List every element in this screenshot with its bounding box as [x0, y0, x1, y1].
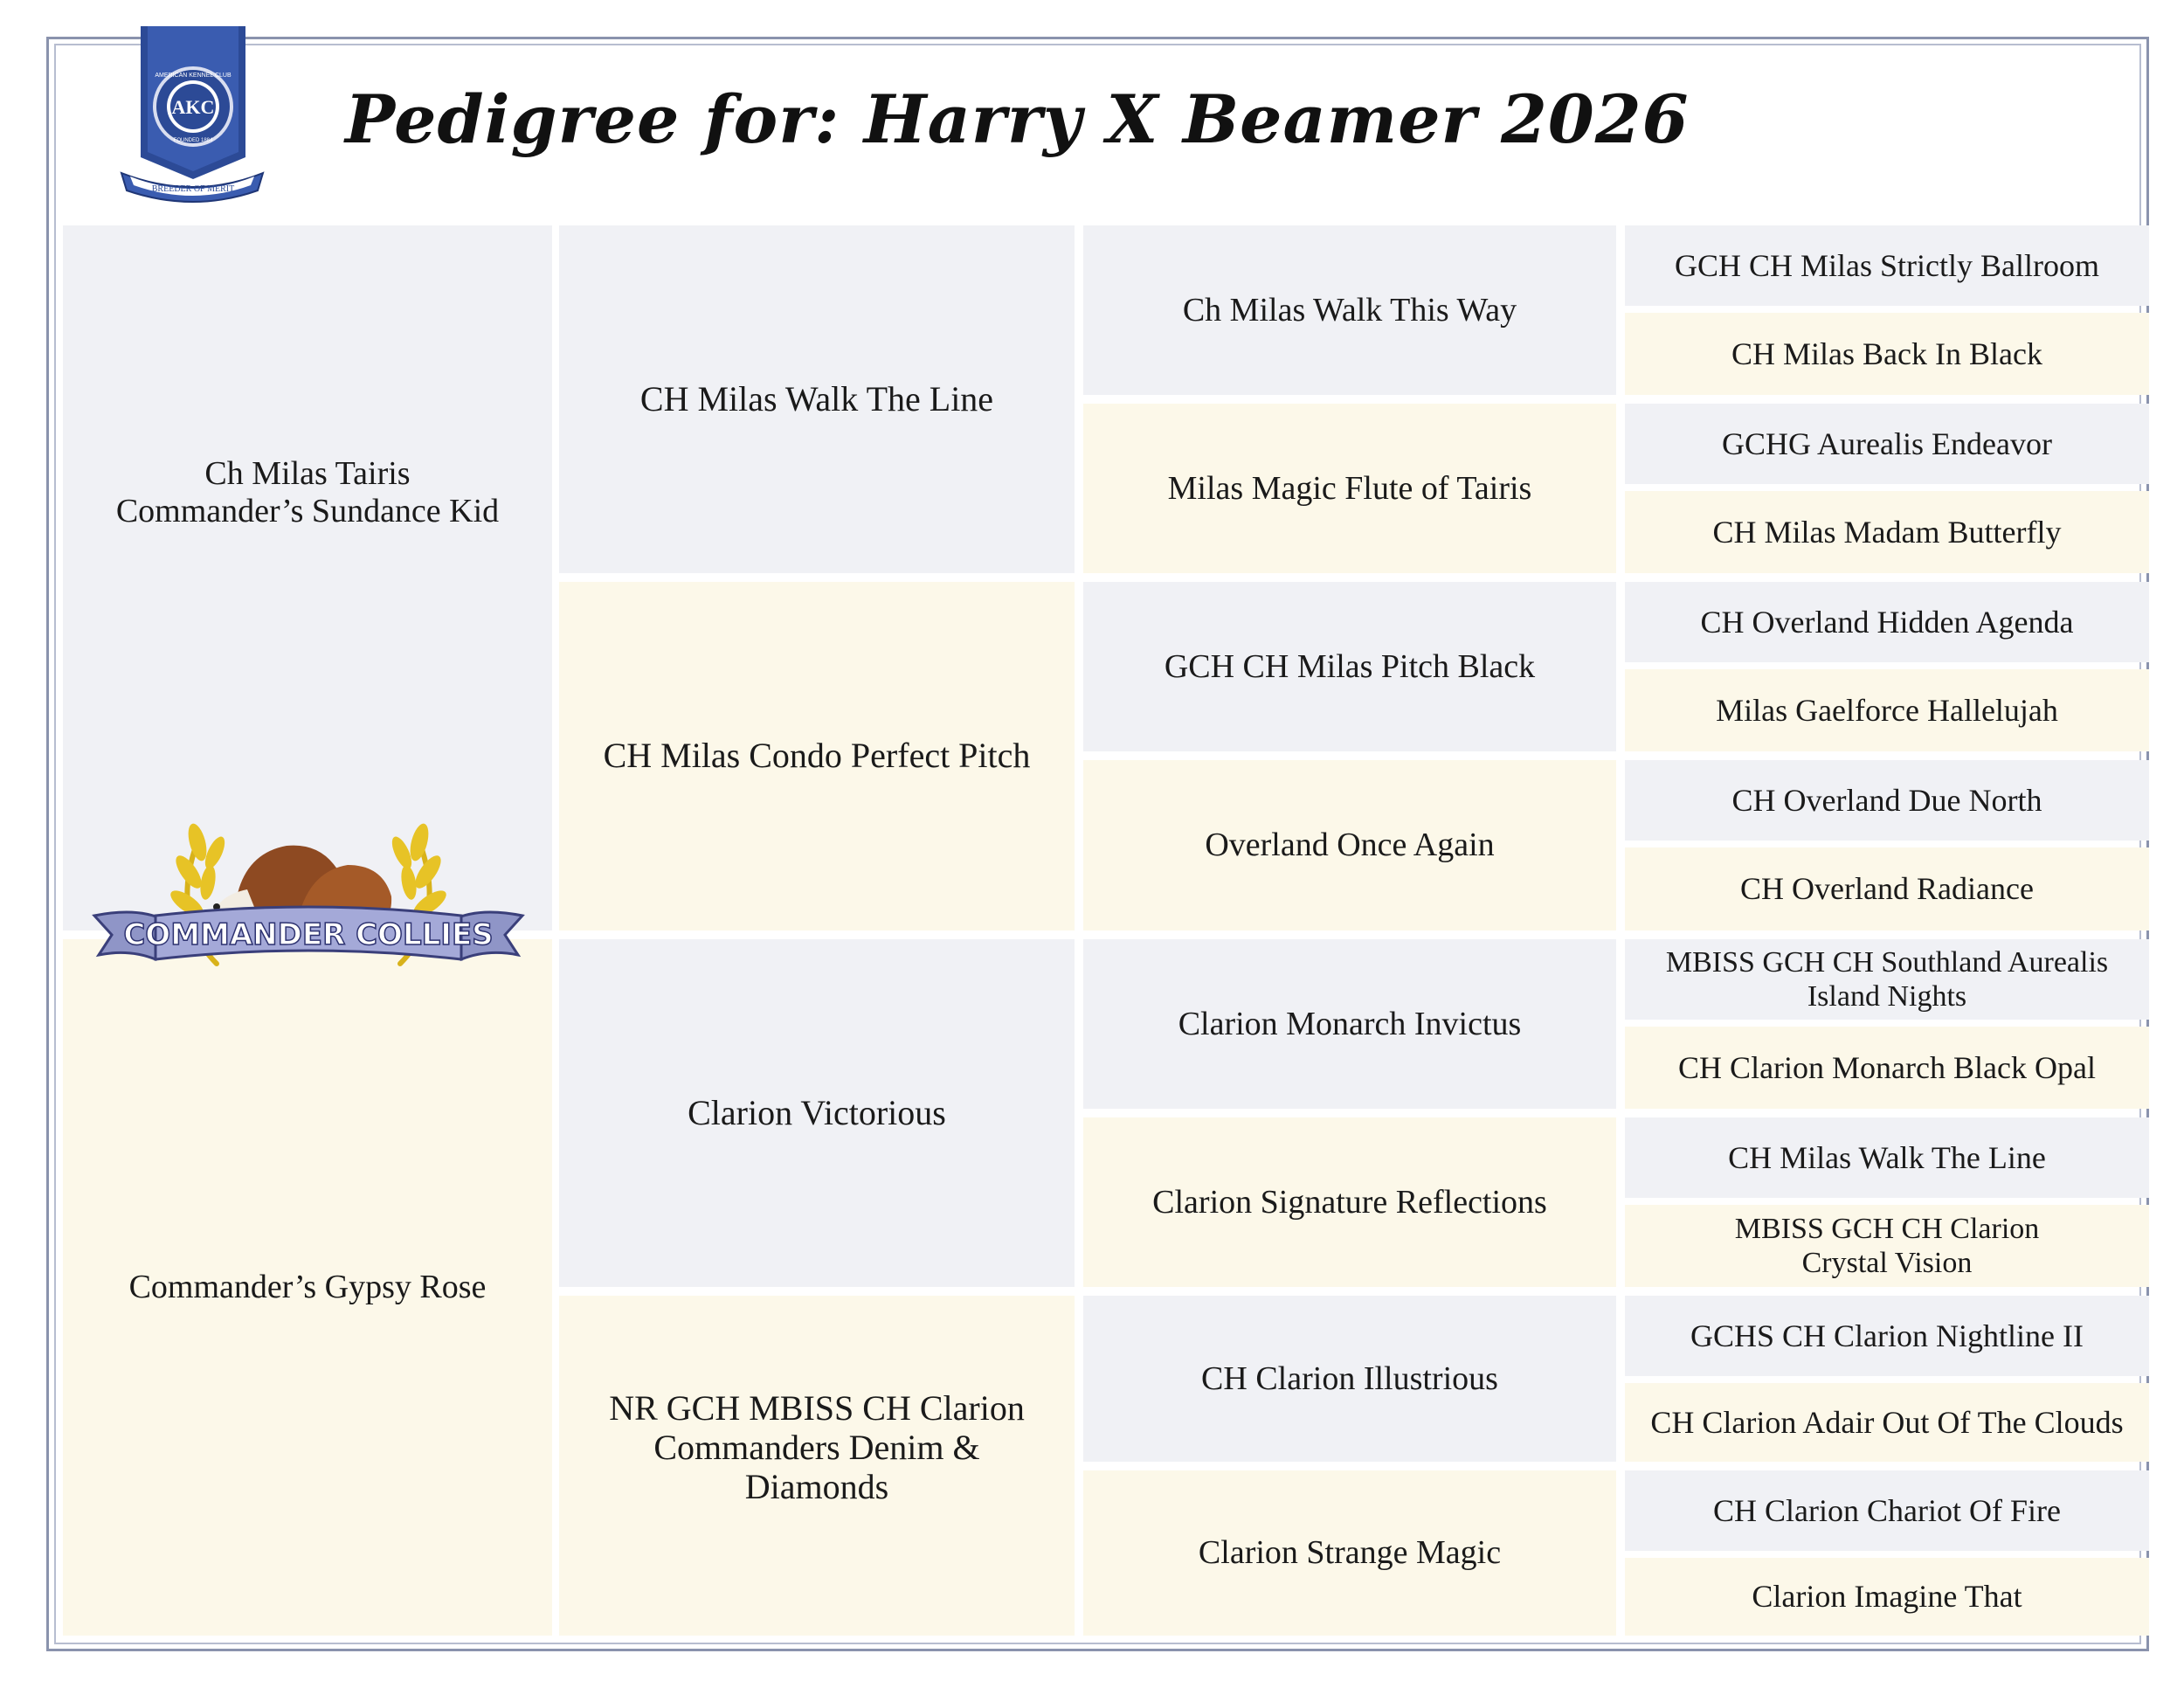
gen4-cell [1625, 1558, 2149, 1636]
gen4-name: CH Clarion Adair Out Of The Clouds [1650, 1404, 2124, 1440]
gen3-name: GCH CH Milas Pitch Black [1164, 647, 1536, 685]
svg-text:COMMANDER COLLIES: COMMANDER COLLIES [123, 917, 494, 952]
gen4-cell [1625, 1205, 2149, 1287]
svg-text:AMERICAN KENNEL CLUB: AMERICAN KENNEL CLUB [155, 73, 232, 79]
commander-collies-logo [86, 785, 531, 981]
gen4-name: CH Milas Back In Black [1731, 336, 2042, 371]
gen4-name: Milas Gaelforce Hallelujah [1716, 692, 2058, 728]
gen4-cell [1625, 1296, 2149, 1376]
gen2-name: NR GCH MBISS CH Clarion Commanders Denim & Diamonds [609, 1388, 1025, 1506]
gen4-cell [1625, 669, 2149, 751]
gen4-cell [1625, 760, 2149, 841]
gen4-name: GCHG Aurealis Endeavor [1722, 425, 2052, 461]
gen4-cell [1625, 1117, 2149, 1198]
gen4-name: CH Milas Madam Butterfly [1712, 514, 2062, 550]
gen2-cell [559, 1296, 1075, 1636]
gen2-cell [559, 225, 1075, 573]
gen1-dam-name: Commander’s Gypsy Rose [128, 1269, 487, 1306]
gen2-name: CH Milas Walk The Line [639, 378, 994, 419]
gen3-cell [1083, 1296, 1616, 1462]
gen4-name: CH Milas Walk The Line [1728, 1139, 2046, 1175]
page-title: Pedigree for: Harry X Beamer 2026 [345, 80, 1690, 158]
gen3-name: Ch Milas Walk This Way [1182, 291, 1517, 329]
gen2-name: Clarion Victorious [688, 1092, 946, 1132]
gen3-cell [1083, 939, 1616, 1109]
gen4-cell [1625, 939, 2149, 1020]
gen2-name: CH Milas Condo Perfect Pitch [603, 736, 1031, 776]
gen4-name: MBISS GCH CH Clarion Crystal Vision [1734, 1212, 2040, 1279]
gen4-name: CH Overland Due North [1731, 782, 2042, 818]
gen3-cell [1083, 1117, 1616, 1287]
gen3-name: Clarion Monarch Invictus [1178, 1005, 1522, 1042]
gen2-cell [559, 939, 1075, 1287]
gen4-cell [1625, 847, 2149, 930]
gen4-name: MBISS GCH CH Southland Aurealis Island Nights [1665, 945, 2109, 1013]
gen3-name: Milas Magic Flute of Tairis [1167, 469, 1532, 507]
gen4-name: CH Clarion Monarch Black Opal [1678, 1049, 2096, 1085]
gen2-cell [559, 582, 1075, 930]
gen1-sire-name: Ch Milas Tairis Commander’s Sundance Kid [115, 455, 500, 529]
gen3-cell [1083, 225, 1616, 395]
gen3-cell [1083, 404, 1616, 573]
gen3-cell [1083, 760, 1616, 930]
gen4-name: CH Clarion Chariot Of Fire [1713, 1492, 2061, 1528]
gen4-cell [1625, 404, 2149, 484]
svg-text:AKC: AKC [171, 96, 215, 118]
svg-text:BREEDER OF MERIT: BREEDER OF MERIT [151, 184, 235, 194]
gen4-name: GCHS CH Clarion Nightline II [1690, 1318, 2084, 1353]
gen3-name: CH Clarion Illustrious [1201, 1359, 1498, 1397]
svg-text:FOUNDED 1884: FOUNDED 1884 [173, 138, 213, 143]
gen4-cell [1625, 1027, 2149, 1109]
gen4-cell [1625, 491, 2149, 573]
gen4-cell [1625, 225, 2149, 306]
gen3-cell [1083, 1470, 1616, 1636]
gen4-cell [1625, 1383, 2149, 1462]
gen3-name: Overland Once Again [1205, 827, 1495, 864]
gen4-name: CH Overland Radiance [1740, 871, 2034, 907]
gen4-name: Clarion Imagine That [1752, 1579, 2022, 1615]
gen4-name: CH Overland Hidden Agenda [1700, 604, 2074, 640]
gen1-dam [63, 939, 552, 1636]
gen3-cell [1083, 582, 1616, 751]
gen3-name: Clarion Signature Reflections [1152, 1183, 1547, 1221]
gen4-cell [1625, 582, 2149, 662]
gen3-name: Clarion Strange Magic [1198, 1534, 1502, 1572]
gen4-cell [1625, 313, 2149, 395]
gen4-cell [1625, 1470, 2149, 1551]
akc-breeder-of-merit-logo [118, 26, 266, 210]
gen4-name: GCH CH Milas Strictly Ballroom [1675, 247, 2099, 283]
